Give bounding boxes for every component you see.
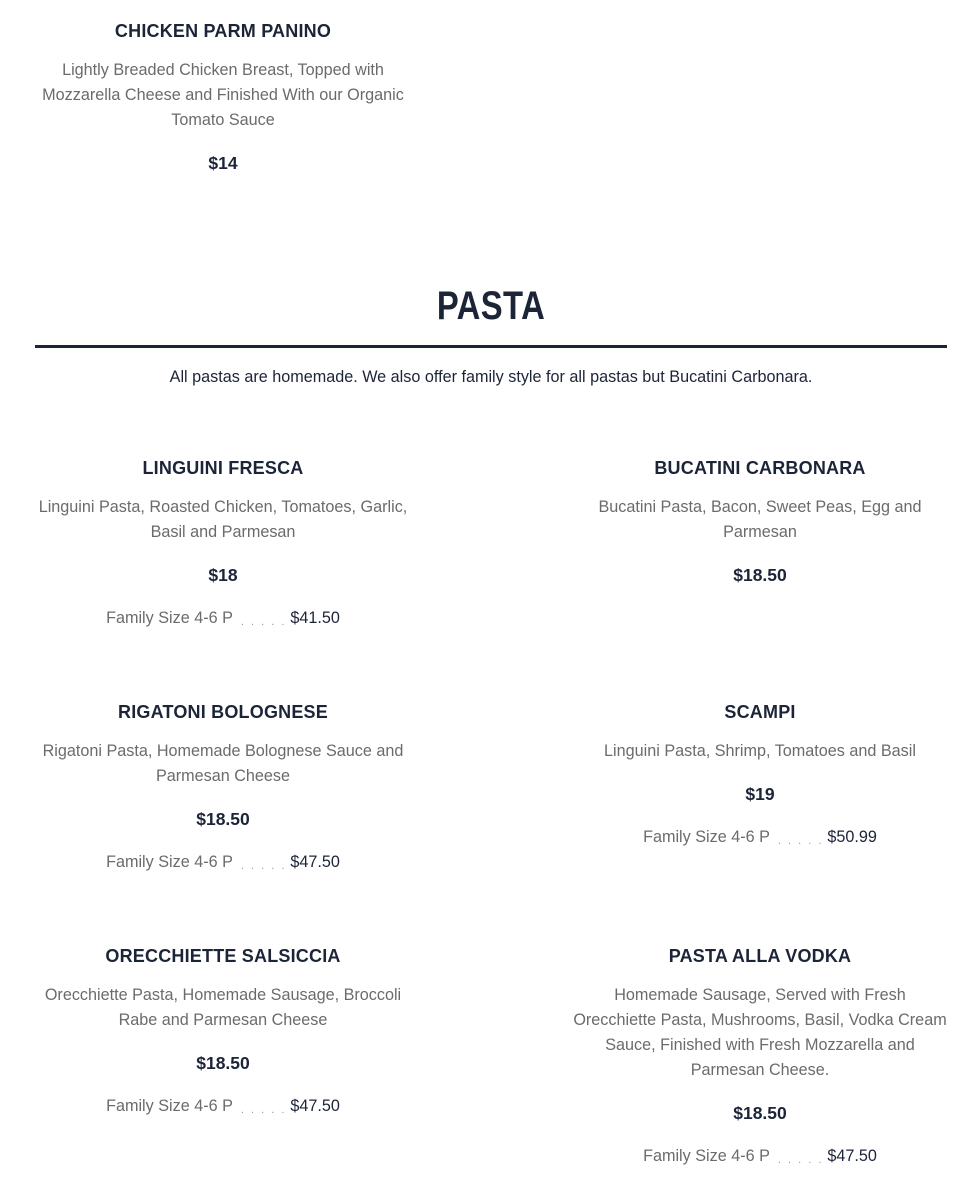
menu-item-pasta-alla-vodka	[572, 945, 948, 1169]
item-name: RIGATONI BOLOGNESE	[118, 702, 328, 722]
leader-dots: . . . . .	[240, 1104, 287, 1116]
item-name: CHICKEN PARM PANINO	[114, 21, 332, 41]
leader-dots: . . . . .	[777, 835, 824, 847]
menu-item-rigatoni-bolognese	[35, 701, 411, 875]
family-size-label: Family Size 4-6 P	[106, 853, 233, 871]
section-title: PASTA	[436, 284, 546, 328]
item-description: Homemade Sausage, Served with Fresh Orecchiette Pasta, Mushrooms, Basil, Vodka Cream Sauce, Finished with Fresh Mozzarella and Parmesan Cheese.	[573, 986, 947, 1079]
family-size-price: $50.99	[827, 828, 877, 846]
family-size-label: Family Size 4-6 P	[643, 1147, 770, 1165]
item-description: Rigatoni Pasta, Homemade Bolognese Sauce and Parmesan Cheese	[42, 742, 404, 785]
item-description: Lightly Breaded Chicken Breast, Topped with Mozzarella Cheese and Finished With our Organic Tomato Sauce	[42, 61, 404, 129]
menu-item-bucatini-carbonara	[572, 457, 948, 586]
family-size-price: $47.50	[290, 1097, 340, 1115]
item-name: LINGUINI FRESCA	[142, 458, 304, 478]
leader-dots: . . . . .	[777, 1154, 824, 1166]
family-size-row	[572, 826, 948, 850]
family-size-price: $47.50	[290, 853, 340, 871]
item-price: $18.50	[196, 809, 250, 829]
family-size-price: $47.50	[827, 1147, 877, 1165]
family-size-label: Family Size 4-6 P	[106, 1097, 233, 1115]
family-size-row	[35, 607, 411, 631]
menu-item-orecchiette-salsiccia	[35, 945, 411, 1119]
leader-dots: . . . . .	[240, 616, 287, 628]
item-name: SCAMPI	[724, 702, 796, 722]
item-name: BUCATINI CARBONARA	[654, 458, 866, 478]
item-description: Orecchiette Pasta, Homemade Sausage, Broccoli Rabe and Parmesan Cheese	[44, 986, 402, 1029]
item-price: $18.50	[733, 1103, 787, 1123]
menu-item-chicken-parm-panino	[35, 20, 411, 174]
item-price: $14	[208, 153, 238, 173]
family-size-price: $41.50	[290, 609, 340, 627]
section-note: All pastas are homemade. We also offer family style for all pastas but Bucatini Carbonara.	[169, 368, 813, 386]
item-name: ORECCHIETTE SALSICCIA	[105, 946, 341, 966]
family-size-label: Family Size 4-6 P	[643, 828, 770, 846]
item-price: $18.50	[733, 565, 787, 585]
family-size-row	[572, 1145, 948, 1169]
item-description: Bucatini Pasta, Bacon, Sweet Peas, Egg and Parmesan	[598, 498, 922, 541]
item-name: PASTA ALLA VODKA	[668, 946, 852, 966]
item-description: Linguini Pasta, Roasted Chicken, Tomatoes, Garlic, Basil and Parmesan	[38, 498, 408, 541]
leader-dots: . . . . .	[240, 860, 287, 872]
family-size-row	[35, 851, 411, 875]
menu-item-linguini-fresca	[35, 457, 411, 631]
family-size-label: Family Size 4-6 P	[106, 609, 233, 627]
menu-item-scampi	[572, 701, 948, 850]
section-divider	[35, 345, 947, 348]
item-price: $18	[208, 565, 238, 585]
item-price: $19	[745, 784, 775, 804]
family-size-row	[35, 1095, 411, 1119]
item-price: $18.50	[196, 1053, 250, 1073]
item-description: Linguini Pasta, Shrimp, Tomatoes and Basil	[604, 742, 916, 760]
